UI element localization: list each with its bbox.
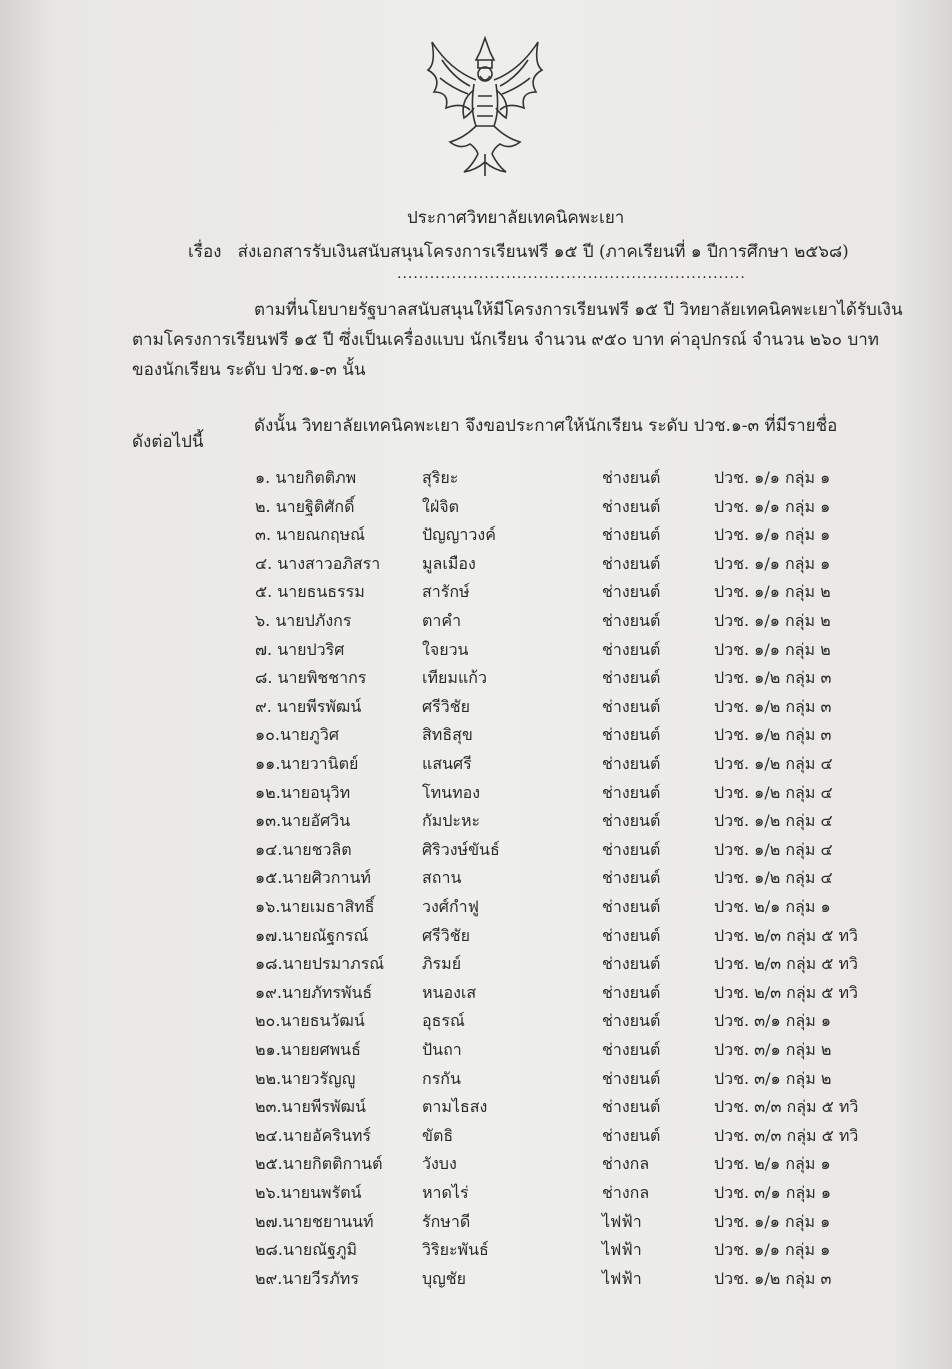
student-name: ๒๘.นายณัฐภูมิ	[255, 1240, 358, 1260]
student-surname: สารักษ์	[422, 582, 470, 602]
student-level: ปวช. ๑/๑ กลุ่ม ๒	[714, 639, 831, 659]
student-surname: แสนศรี	[422, 754, 472, 773]
student-department: ไฟฟ้า	[602, 1268, 642, 1288]
student-level: ปวช. ๑/๒ กลุ่ม ๔	[714, 839, 833, 859]
student-name: ๕. นายธนธรรม	[255, 582, 365, 602]
paragraph-2-line-2: ดังต่อไปนี้	[132, 432, 204, 452]
student-surname: วังบง	[422, 1154, 457, 1174]
student-name: ๘. นายพิชชากร	[255, 668, 367, 688]
student-department: ช่างยนต์	[602, 639, 661, 659]
student-department: ช่างยนต์	[602, 868, 661, 888]
student-department: ช่างยนต์	[602, 668, 661, 688]
student-level: ปวช. ๑/๑ กลุ่ม ๑	[714, 496, 831, 516]
student-department: ช่างยนต์	[602, 925, 661, 945]
student-name: ๙. นายพีรพัฒน์	[255, 696, 362, 716]
student-name: ๒๒.นายวรัญญู	[255, 1068, 356, 1088]
student-name: ๑๒.นายอนุวิท	[255, 782, 351, 802]
student-department: ช่างยนต์	[602, 839, 661, 859]
student-surname: วงศ์กำฟู	[422, 897, 479, 916]
student-name: ๓. นายณกฤษณ์	[255, 525, 366, 545]
student-level: ปวช. ๑/๒ กลุ่ม ๓	[714, 1268, 832, 1288]
student-department: ช่างยนต์	[602, 553, 661, 573]
student-surname: หาดไร่	[422, 1183, 469, 1202]
student-level: ปวช. ๒/๓ กลุ่ม ๕ ทวิ	[714, 982, 858, 1002]
student-department: ช่างยนต์	[602, 811, 661, 831]
student-surname: รักษาดี	[422, 1211, 471, 1231]
student-department: ช่างยนต์	[602, 1040, 661, 1059]
student-surname: ใฝ่จิต	[422, 496, 459, 516]
paragraph-2-line-1: ดังนั้น วิทยาลัยเทคนิคพะเยา จึงขอประกาศให้นักเรียน ระดับ ปวช.๑-๓ ที่มีรายชื่อ	[254, 416, 838, 436]
student-department: ช่างยนต์	[602, 982, 661, 1002]
student-name: ๑๔.นายชวลิต	[255, 839, 352, 859]
student-name: ๑๐.นายภูวิศ	[255, 725, 339, 745]
student-name: ๑๖.นายเมธาสิทธิ์	[255, 897, 375, 916]
student-surname: วิริยะพันธ์	[422, 1240, 489, 1260]
student-level: ปวช. ๑/๑ กลุ่ม ๑	[714, 1240, 831, 1260]
student-level: ปวช. ๒/๓ กลุ่ม ๕ ทวิ	[714, 925, 858, 945]
student-surname: หนองเส	[422, 982, 477, 1002]
student-surname: ขัตธิ	[422, 1125, 454, 1145]
subject-line	[188, 238, 849, 265]
paragraph-1-line-1: ตามที่นโยบายรัฐบาลสนับสนุนให้มีโครงการเรียนฟรี ๑๕ ปี วิทยาลัยเทคนิคพะเยาได้รับเงิน	[254, 300, 903, 320]
student-surname: ศรีวิชัย	[422, 696, 470, 716]
student-name: ๑๗.นายณัฐกรณ์	[255, 925, 369, 945]
student-name: ๑. นายกิตติภพ	[255, 468, 357, 487]
student-department: ช่างยนต์	[602, 1097, 661, 1117]
student-name: ๒๖.นายนพรัตน์	[255, 1183, 362, 1202]
student-level: ปวช. ๒/๑ กลุ่ม ๑	[714, 897, 831, 916]
paragraph-1-line-2: ตามโครงการเรียนฟรี ๑๕ ปี ซึ่งเป็นเครื่องแบบ นักเรียน จำนวน ๙๕๐ บาท ค่าอุปกรณ์ จำนวน ๒๖๐ บาท	[132, 330, 879, 350]
student-name: ๗. นายปวริศ	[255, 639, 345, 659]
student-name: ๒. นายฐิติศักดิ์	[255, 496, 355, 516]
student-name: ๑๕.นายศิวกานท์	[255, 868, 371, 888]
student-name: ๑๓.นายอัศวิน	[255, 811, 351, 831]
student-level: ปวช. ๑/๑ กลุ่ม ๒	[714, 582, 831, 602]
student-surname: ใจยวน	[422, 639, 469, 659]
student-level: ปวช. ๑/๒ กลุ่ม ๔	[714, 782, 833, 802]
student-level: ปวช. ๑/๑ กลุ่ม ๑	[714, 468, 831, 487]
student-level: ปวช. ๓/๑ กลุ่ม ๒	[714, 1068, 832, 1088]
student-name: ๖. นายปภังกร	[255, 611, 352, 630]
student-surname: ศรีวิชัย	[422, 925, 470, 945]
student-surname: ศิริวงษ์ขันธ์	[422, 839, 500, 859]
paragraph-1-line-3: ของนักเรียน ระดับ ปวช.๑-๓ นั้น	[132, 360, 366, 380]
student-level: ปวช. ๑/๒ กลุ่ม ๓	[714, 668, 832, 688]
student-department: ช่างยนต์	[602, 525, 661, 545]
student-name: ๔. นางสาวอภิสรา	[255, 553, 381, 573]
student-level: ปวช. ๑/๑ กลุ่ม ๑	[714, 553, 831, 573]
student-surname: ตามไธสง	[422, 1097, 488, 1117]
student-department: ช่างยนต์	[602, 696, 661, 716]
subject-label: เรื่อง	[188, 242, 222, 262]
student-level: ปวช. ๒/๑ กลุ่ม ๑	[714, 1154, 831, 1174]
student-department: ช่างยนต์	[602, 1125, 661, 1145]
student-department: ช่างยนต์	[602, 954, 661, 974]
student-department: ช่างยนต์	[602, 897, 661, 916]
student-name: ๑๘.นายปรมาภรณ์	[255, 954, 385, 974]
student-surname: อุธรณ์	[422, 1011, 465, 1031]
student-level: ปวช. ๑/๒ กลุ่ม ๔	[714, 811, 833, 831]
student-department: ช่างยนต์	[602, 468, 661, 487]
student-name: ๒๙.นายวีรภัทร	[255, 1268, 359, 1288]
student-surname: ปัญญาวงค์	[422, 525, 496, 545]
student-surname: โทนทอง	[422, 782, 481, 802]
student-surname: กรกัน	[422, 1068, 461, 1088]
student-name: ๒๕.นายกิตติกานต์	[255, 1154, 383, 1174]
student-department: ไฟฟ้า	[602, 1211, 642, 1231]
student-level: ปวช. ๓/๑ กลุ่ม ๒	[714, 1040, 832, 1059]
student-department: ช่างยนต์	[602, 725, 661, 745]
student-surname: เทียมแก้ว	[422, 668, 487, 688]
student-department: ช่างยนต์	[602, 582, 661, 602]
student-name: ๒๐.นายธนวัฒน์	[255, 1011, 365, 1031]
garuda-emblem-icon	[420, 30, 550, 180]
student-level: ปวช. ๑/๑ กลุ่ม ๒	[714, 611, 831, 630]
student-level: ปวช. ๓/๓ กลุ่ม ๕ ทวิ	[714, 1097, 859, 1117]
student-surname: สถาน	[422, 868, 462, 888]
student-department: ไฟฟ้า	[602, 1240, 642, 1260]
student-level: ปวช. ๓/๑ กลุ่ม ๑	[714, 1011, 832, 1031]
student-surname: บุญชัย	[422, 1268, 467, 1288]
student-level: ปวช. ๑/๑ กลุ่ม ๑	[714, 1211, 831, 1231]
student-department: ช่างยนต์	[602, 1011, 661, 1031]
student-name: ๒๗.นายชยานนท์	[255, 1211, 374, 1231]
student-department: ช่างยนต์	[602, 611, 661, 630]
separator-line: ................................................................	[397, 266, 746, 282]
student-level: ปวช. ๑/๒ กลุ่ม ๔	[714, 868, 833, 888]
student-department: ช่างยนต์	[602, 1068, 661, 1088]
student-department: ช่างกล	[602, 1183, 650, 1202]
student-level: ปวช. ๑/๑ กลุ่ม ๑	[714, 525, 831, 545]
announcement-title: ประกาศวิทยาลัยเทคนิคพะเยา	[407, 208, 625, 228]
student-department: ช่างยนต์	[602, 754, 661, 773]
student-level: ปวช. ๓/๓ กลุ่ม ๕ ทวิ	[714, 1125, 859, 1145]
student-surname: กัมปะหะ	[422, 811, 481, 831]
student-department: ช่างยนต์	[602, 782, 661, 802]
student-name: ๒๔.นายอัครินทร์	[255, 1125, 372, 1145]
student-surname: ปันถา	[422, 1040, 462, 1059]
student-department: ช่างยนต์	[602, 496, 661, 516]
student-surname: มูลเมือง	[422, 553, 476, 573]
student-name: ๒๓.นายพีรพัฒน์	[255, 1097, 366, 1117]
student-surname: สุริยะ	[422, 468, 459, 487]
student-surname: สิทธิสุข	[422, 725, 473, 745]
student-level: ปวช. ๓/๑ กลุ่ม ๑	[714, 1183, 832, 1202]
student-surname: ภิรมย์	[422, 954, 462, 974]
student-name: ๑๑.นายวานิตย์	[255, 754, 359, 773]
student-department: ช่างกล	[602, 1154, 650, 1174]
student-surname: ตาคำ	[422, 611, 462, 630]
student-level: ปวช. ๑/๒ กลุ่ม ๔	[714, 754, 833, 773]
student-level: ปวช. ๑/๒ กลุ่ม ๓	[714, 725, 832, 745]
subject-text: ส่งเอกสารรับเงินสนับสนุนโครงการเรียนฟรี ๑๕ ปี (ภาคเรียนที่ ๑ ปีการศึกษา ๒๕๖๘)	[237, 242, 849, 262]
student-name: ๒๑.นายยศพนธ์	[255, 1040, 361, 1059]
student-level: ปวช. ๒/๓ กลุ่ม ๕ ทวิ	[714, 954, 858, 974]
student-level: ปวช. ๑/๒ กลุ่ม ๓	[714, 696, 832, 716]
student-name: ๑๙.นายภัทรพันธ์	[255, 982, 373, 1002]
